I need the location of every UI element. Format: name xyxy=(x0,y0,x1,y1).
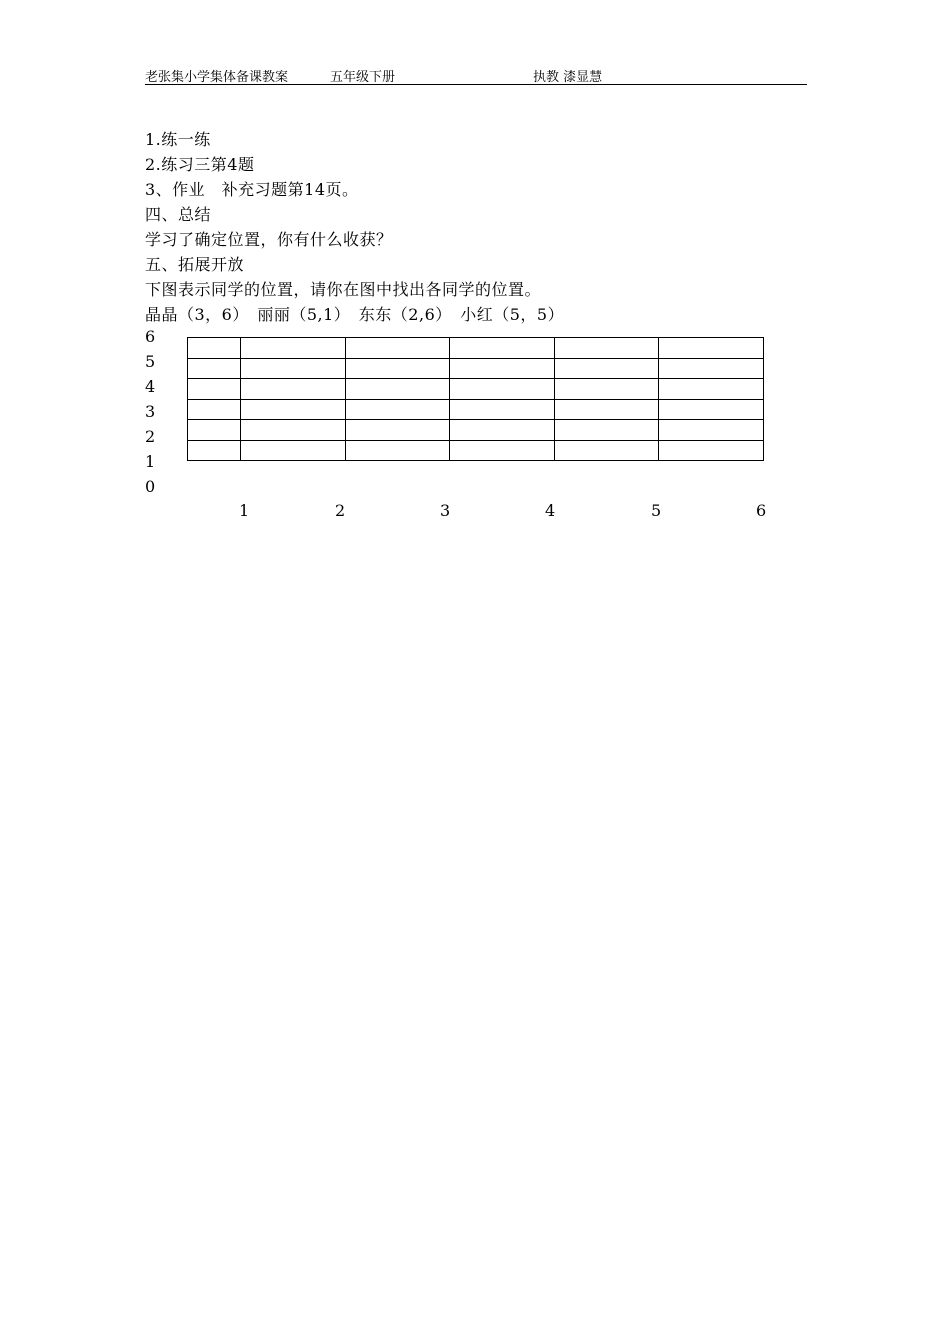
extension-instruction: 下图表示同学的位置，请你在图中找出各同学的位置。 xyxy=(145,280,542,299)
grid-cell xyxy=(659,440,764,461)
grid-cell xyxy=(188,358,241,379)
grid-cell xyxy=(346,379,450,400)
grid-row xyxy=(188,379,764,400)
y-axis-label: 0 xyxy=(145,477,156,496)
y-axis-label: 2 xyxy=(145,427,156,446)
summary-heading: 四、总结 xyxy=(145,205,212,224)
header-grade: 五年级下册 xyxy=(330,70,396,85)
grid-cell xyxy=(188,379,241,400)
grid-cell xyxy=(188,338,241,359)
grid-cell xyxy=(241,338,346,359)
grid-cell xyxy=(346,338,450,359)
grid-cell xyxy=(659,420,764,441)
grid-row xyxy=(188,358,764,379)
x-axis-label: 5 xyxy=(651,501,662,520)
grid-cell xyxy=(241,379,346,400)
grid-cell xyxy=(346,420,450,441)
header-school: 老张集小学集体备课教案 xyxy=(145,70,289,85)
grid-cell xyxy=(450,338,555,359)
grid-cell xyxy=(346,399,450,420)
grid-cell xyxy=(241,440,346,461)
grid-row xyxy=(188,338,764,359)
grid-row xyxy=(188,440,764,461)
grid-cell xyxy=(450,440,555,461)
x-axis-label: 6 xyxy=(756,501,767,520)
grid-cell xyxy=(450,399,555,420)
grid-cell xyxy=(659,379,764,400)
grid-cell xyxy=(555,440,659,461)
grid-cell xyxy=(241,420,346,441)
summary-question: 学习了确定位置，你有什么收获？ xyxy=(145,230,393,249)
grid-cell xyxy=(555,420,659,441)
practice-line: 2.练习三第4题 xyxy=(145,155,255,174)
page-header xyxy=(145,66,807,85)
grid-cell xyxy=(555,338,659,359)
homework-line: 3、作业 补充习题第14页。 xyxy=(145,180,359,199)
y-axis-label: 4 xyxy=(145,377,156,396)
y-axis-label: 5 xyxy=(145,352,156,371)
position-grid xyxy=(187,337,764,461)
grid-cell xyxy=(659,399,764,420)
x-axis-label: 1 xyxy=(239,501,250,520)
grid-cell xyxy=(450,420,555,441)
y-axis-label: 1 xyxy=(145,452,156,471)
x-axis-label: 2 xyxy=(335,501,346,520)
grid-row xyxy=(188,420,764,441)
grid-cell xyxy=(555,379,659,400)
grid-cell xyxy=(346,440,450,461)
grid-row xyxy=(188,399,764,420)
grid-cell xyxy=(450,379,555,400)
grid-cell xyxy=(555,358,659,379)
y-axis-label: 3 xyxy=(145,402,156,421)
grid-cell xyxy=(241,358,346,379)
grid-cell xyxy=(241,399,346,420)
grid-cell xyxy=(659,338,764,359)
x-axis-label: 4 xyxy=(545,501,556,520)
y-axis-label: 6 xyxy=(145,327,156,346)
grid-cell xyxy=(555,399,659,420)
grid-cell xyxy=(188,420,241,441)
grid-cell xyxy=(188,399,241,420)
exercise-line: 1.练一练 xyxy=(145,130,211,149)
student-positions: 晶晶（3，6） 丽丽（5,1） 东东（2,6） 小红（5，5） xyxy=(145,305,565,324)
grid-cell xyxy=(450,358,555,379)
grid-cell xyxy=(346,358,450,379)
x-axis-label: 3 xyxy=(440,501,451,520)
grid-cell xyxy=(659,358,764,379)
extension-heading: 五、拓展开放 xyxy=(145,255,245,274)
grid-cell xyxy=(188,440,241,461)
header-teacher: 执教 漆显慧 xyxy=(533,70,603,85)
